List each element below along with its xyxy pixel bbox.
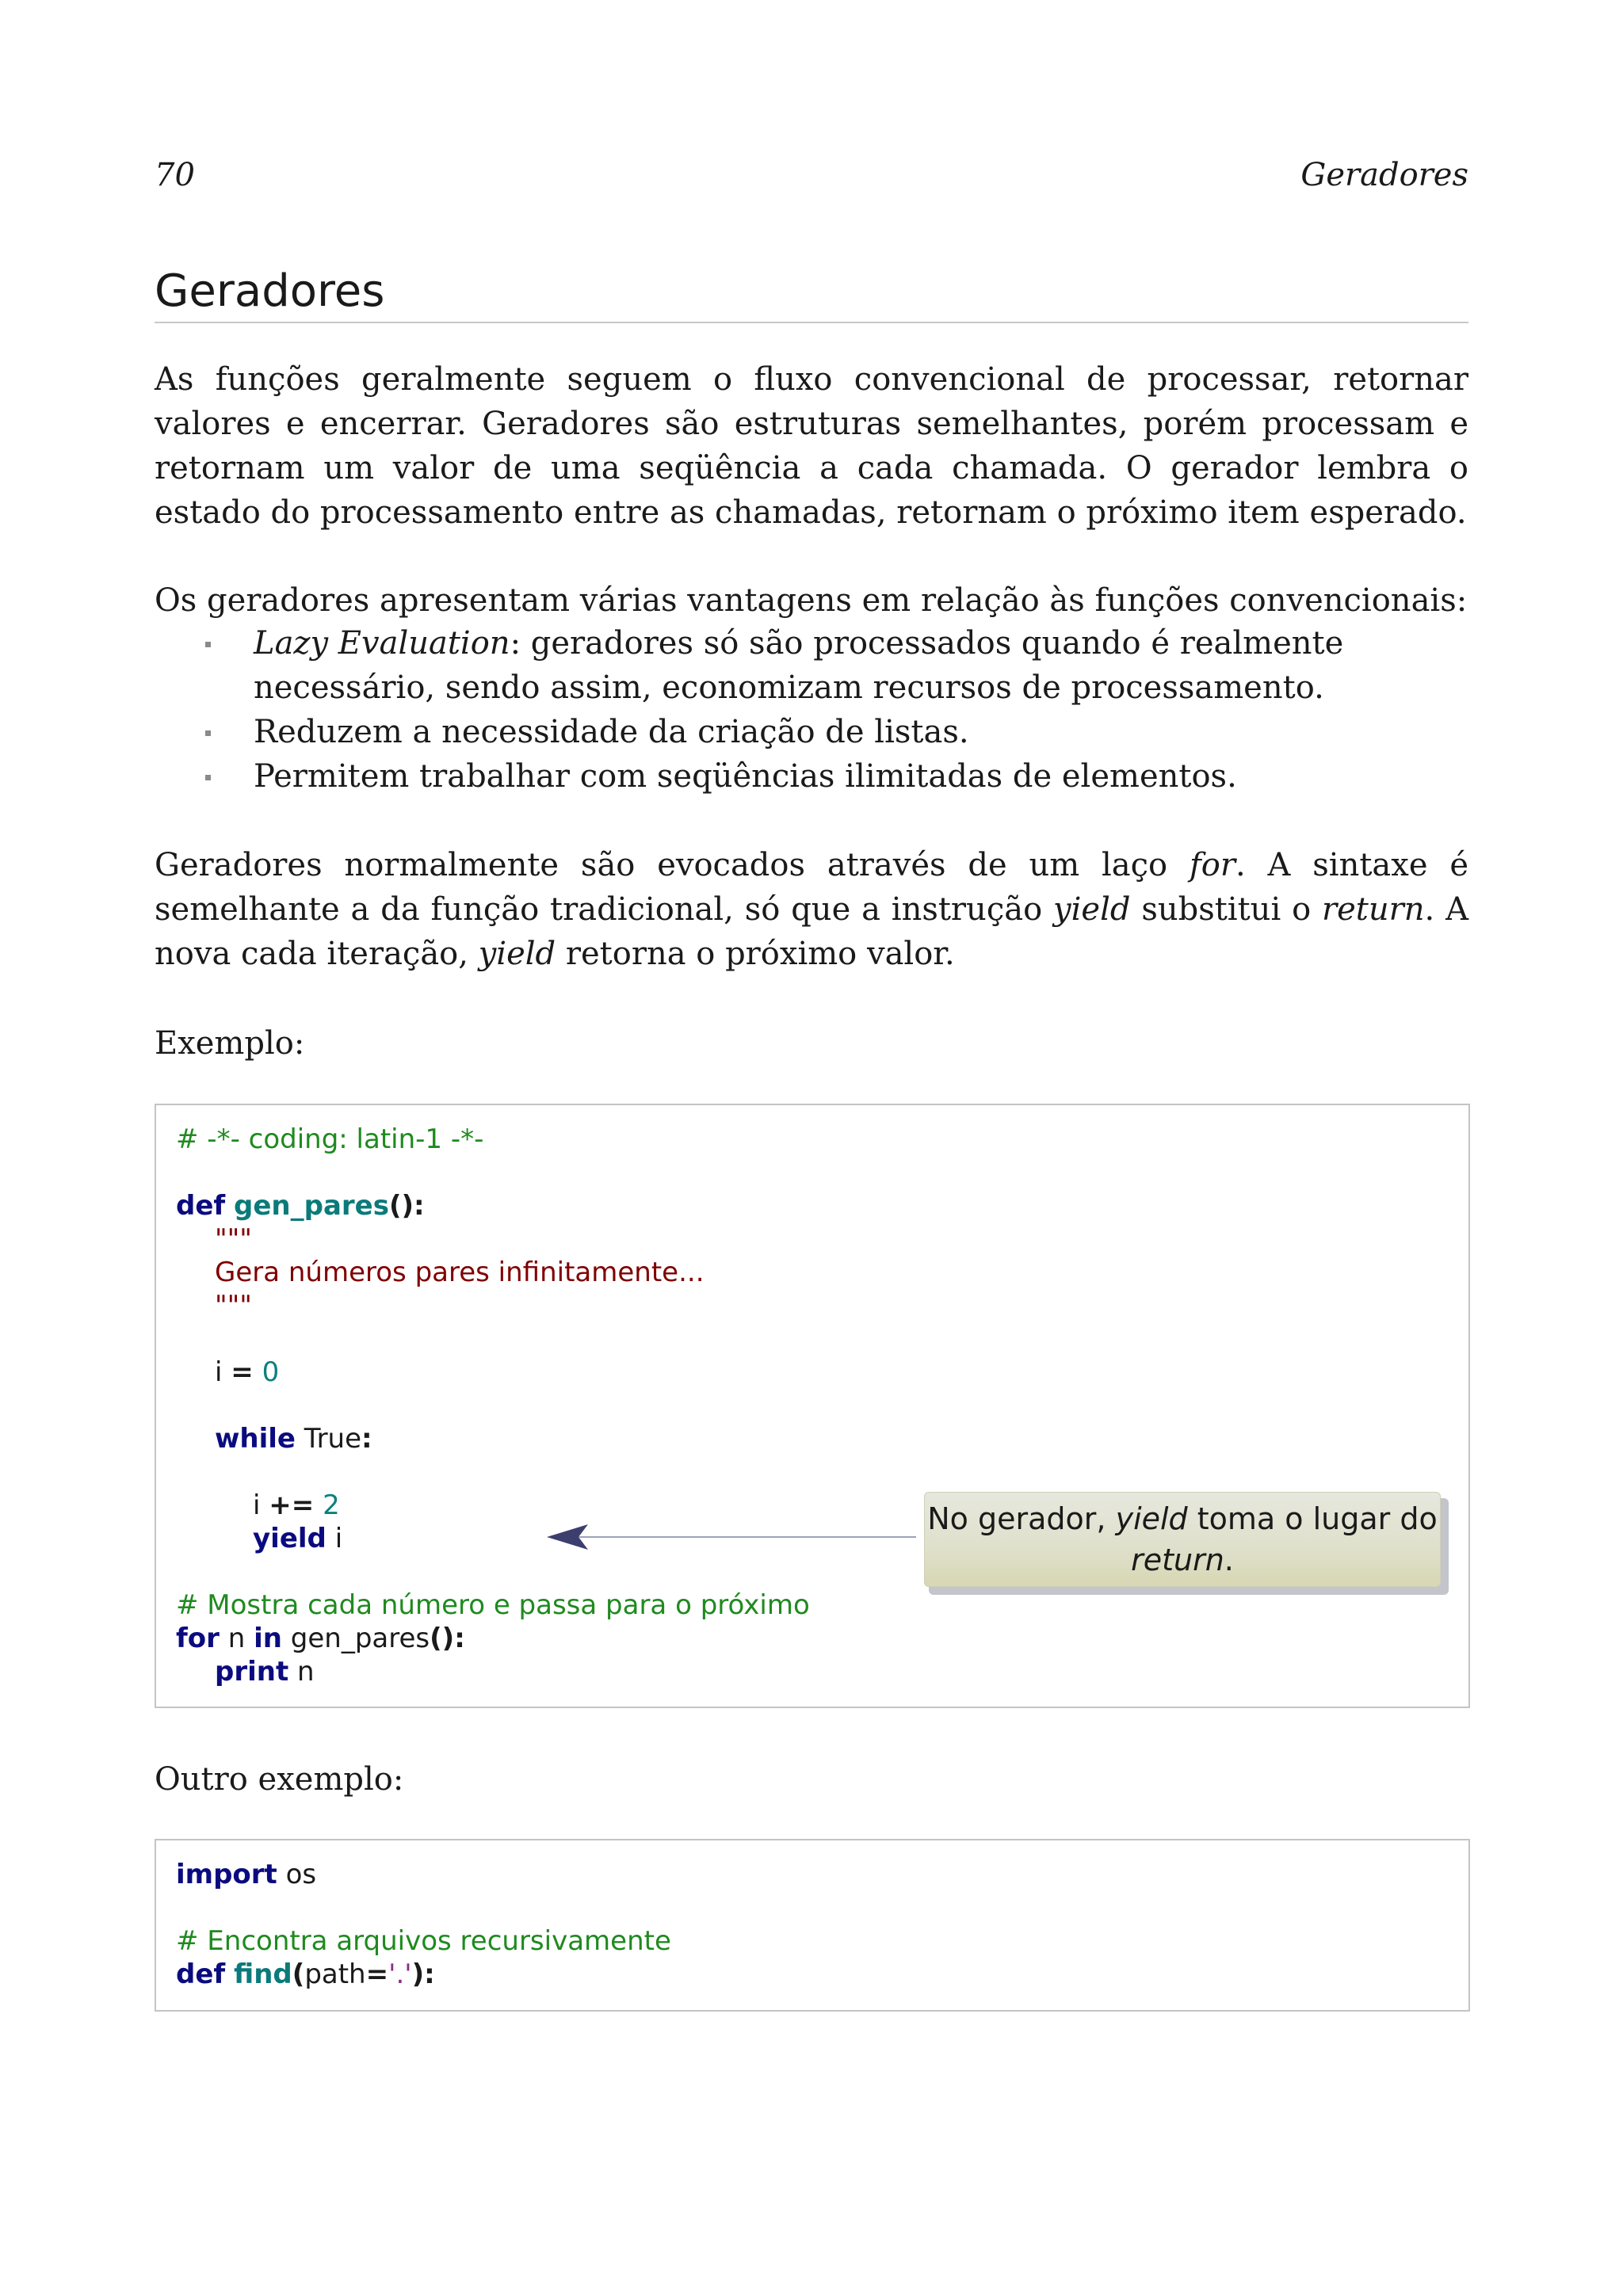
code-line (176, 1589, 810, 1622)
callout-text: . (1224, 1543, 1234, 1577)
list-item (155, 621, 1468, 710)
code-line (253, 1522, 342, 1555)
callout-term: return (1131, 1543, 1224, 1577)
code-comment: # Mostra cada número e passa para o próximo (176, 1589, 810, 1621)
keyword: import (176, 1859, 277, 1890)
other-example-label: Outro exemplo: (155, 1761, 404, 1798)
keyword: in (254, 1623, 282, 1654)
identifier: os (285, 1859, 317, 1890)
docstring: Gera números pares infinitamente... (215, 1257, 705, 1288)
code-comment: # Encontra arquivos recursivamente (176, 1925, 671, 1957)
punctuation: (): (430, 1623, 465, 1654)
syntax-paragraph (155, 843, 1468, 976)
code-block-generator (155, 1104, 1470, 1708)
example-label: Exemplo: (155, 1025, 305, 1062)
identifier: i (215, 1356, 223, 1388)
callout-term: yield (1115, 1501, 1188, 1536)
number: 0 (262, 1356, 280, 1388)
inline-term: for (1189, 847, 1235, 883)
callout-text: toma o lugar do (1187, 1501, 1438, 1536)
code-line (176, 1189, 425, 1222)
code-line (215, 1356, 279, 1389)
string-quote: """ (215, 1223, 252, 1255)
identifier: i (334, 1523, 343, 1554)
code-line (215, 1422, 372, 1455)
inline-term: yield (478, 936, 556, 972)
bullet-text: : geradores só são processados quando é realmente necessário, sendo assim, economizam recursos de processamento. (254, 625, 1344, 706)
code-line (176, 1958, 435, 1991)
identifier: path (304, 1958, 366, 1990)
identifier: True (304, 1423, 362, 1455)
code-line (176, 1924, 671, 1958)
punctuation: : (361, 1423, 372, 1455)
code-line (176, 1622, 465, 1655)
function-name: find (234, 1958, 292, 1990)
code-line (215, 1256, 705, 1289)
operator: = (365, 1958, 389, 1990)
list-item: Reduzem a necessidade da criação de listas. (155, 710, 1468, 754)
keyword: for (176, 1623, 220, 1654)
keyword: def (176, 1958, 226, 1990)
code-line (253, 1489, 340, 1522)
code-line (215, 1655, 315, 1688)
running-header: Geradores (1300, 157, 1468, 193)
identifier: gen_pares (290, 1623, 430, 1654)
code-line (176, 1123, 483, 1156)
identifier: n (297, 1656, 315, 1688)
inline-term: return (1322, 891, 1425, 928)
callout-note (924, 1492, 1441, 1587)
code-block-find (155, 1839, 1470, 2012)
callout-text: No gerador, (927, 1501, 1116, 1536)
page-number: 70 (155, 157, 195, 193)
keyword: yield (253, 1523, 327, 1554)
string-quote: """ (215, 1290, 252, 1322)
syntax-text: retorna o próximo valor. (556, 936, 955, 972)
syntax-text: substitui o (1130, 891, 1323, 928)
section-title: Geradores (155, 265, 1468, 323)
operator: = (231, 1356, 254, 1388)
punctuation: (): (388, 1190, 425, 1222)
syntax-text: Geradores normalmente são evocados através de um laço (155, 847, 1190, 883)
number: 2 (323, 1489, 340, 1521)
callout-arrow (547, 1521, 919, 1553)
code-line (215, 1222, 252, 1256)
inline-term: yield (1053, 891, 1131, 928)
advantages-list (155, 621, 1468, 799)
identifier: n (227, 1623, 246, 1654)
identifier: i (253, 1489, 261, 1521)
string-literal: '.' (388, 1958, 412, 1990)
code-line (176, 1858, 316, 1891)
code-line (215, 1289, 252, 1322)
keyword: print (215, 1656, 289, 1688)
keyword: while (215, 1423, 296, 1455)
code-comment: # -*- coding: latin-1 -*- (176, 1123, 484, 1155)
advantages-lead: Os geradores apresentam várias vantagens em relação às funções convencionais: (155, 582, 1468, 619)
operator: += (269, 1489, 315, 1521)
keyword: def (176, 1190, 226, 1222)
bullet-term: Lazy Evaluation (254, 625, 510, 662)
punctuation: ): (411, 1958, 435, 1990)
intro-paragraph: As funções geralmente seguem o fluxo convencional de processar, retornar valores e encerrar. Geradores são estruturas semelhantes, porém processam e retornam um valor de uma seqüência a cada chamada. O gerador lembra o estado do processamento entre as chamadas, retornam o próximo item esperado. (155, 361, 1468, 531)
punctuation: ( (292, 1958, 305, 1990)
syntax-text: . A nova cada iteração, (155, 891, 1468, 972)
function-name: gen_pares (234, 1190, 389, 1222)
list-item: Permitem trabalhar com seqüências ilimitadas de elementos. (155, 754, 1468, 799)
syntax-text: . A sintaxe é semelhante a da função tradicional, só que a instrução (155, 847, 1468, 928)
